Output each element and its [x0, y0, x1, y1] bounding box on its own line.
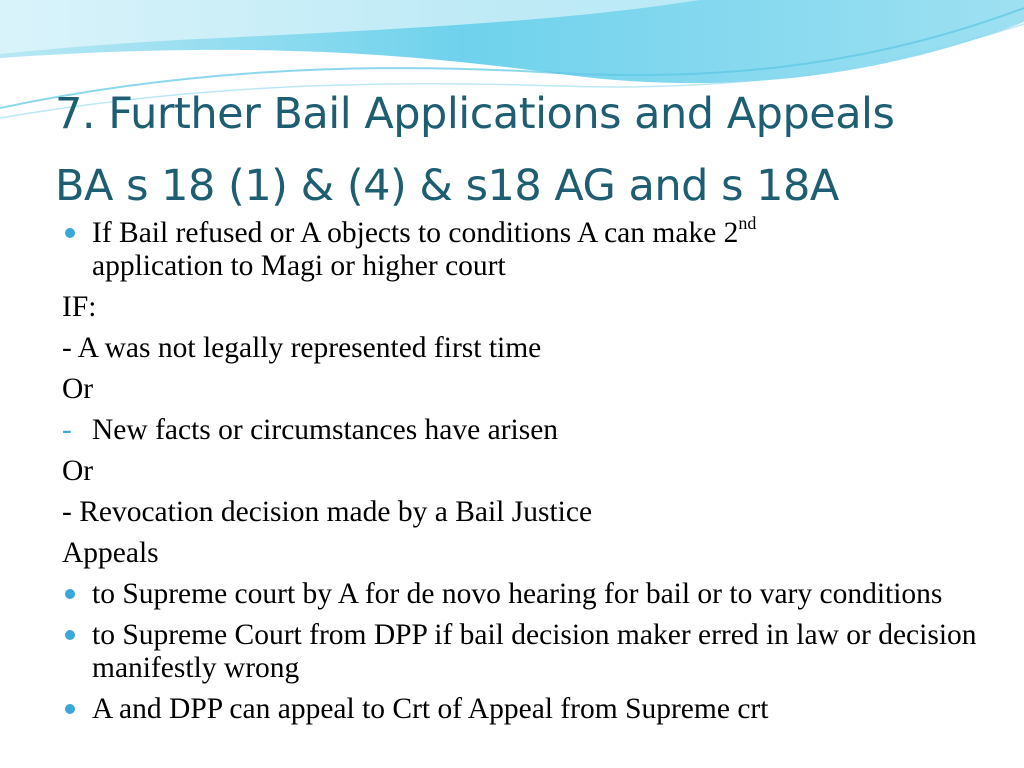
- title-line-1: 7. Further Bail Applications and Appeals: [55, 89, 895, 139]
- bullet-item: [62, 213, 1012, 283]
- bullet-dot-icon: [65, 630, 75, 640]
- bullet-dot-icon: [65, 228, 75, 238]
- dash-bullet-item: [62, 414, 1012, 447]
- slide-body: [62, 213, 1012, 734]
- bullet-text: A and DPP can appeal to Crt of Appeal from Supreme crt: [92, 693, 769, 725]
- text-line: Or: [62, 373, 94, 405]
- title-line-2: BA s 18 (1) & (4) & s18 AG and s 18A: [55, 161, 839, 211]
- bullet-dot-icon: [65, 704, 75, 714]
- bullet-item: [62, 619, 1012, 685]
- text-line: IF:: [62, 291, 97, 323]
- text-line: - A was not legally represented first time: [62, 332, 542, 364]
- bullet-item: [62, 578, 1012, 611]
- bullet-text: to Supreme court by A for de novo hearing for bail or to vary conditions: [92, 578, 943, 610]
- slide-title: [55, 78, 1015, 222]
- bullet-text-continuation: application to Magi or higher court: [92, 250, 506, 282]
- bullet-text: New facts or circumstances have arisen: [92, 414, 559, 446]
- bullet-item: [62, 693, 1012, 726]
- text-line: Or: [62, 455, 94, 487]
- section-heading: Appeals: [62, 537, 159, 569]
- text-line: - Revocation decision made by a Bail Justice: [62, 496, 593, 528]
- bullet-text: If Bail refused or A objects to conditions A can make 2: [92, 217, 739, 249]
- superscript: nd: [738, 213, 757, 234]
- bullet-dot-icon: [65, 589, 75, 599]
- bullet-text: to Supreme Court from DPP if bail decision maker erred in law or decision manifestly wrong: [92, 619, 977, 684]
- dash-marker: -: [62, 414, 72, 446]
